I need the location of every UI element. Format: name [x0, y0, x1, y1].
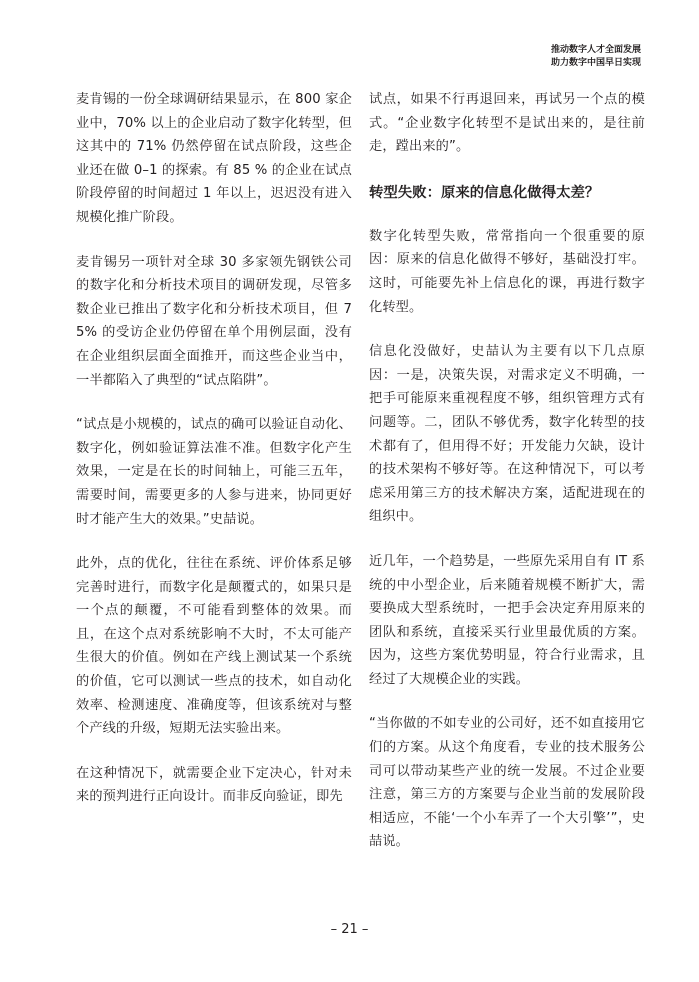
- paragraph-expert-quote: “当你做的不如专业的公司好，还不如直接用它们的方案。从这个角度看，专业的技术服务公司可以带动某些产业的统一发展。不过企业要注意，第三方的方案要与企业当前的发展阶段相适应，不能‘一个小车弄了一个大引擎’”，史喆说。: [369, 716, 645, 850]
- section-heading: 转型失败：原来的信息化做得太差？: [369, 184, 600, 201]
- paragraph-pilot-quote: “试点是小规模的，试点的确可以验证自动化、数字化，例如验证算法准不准。但数字化产生效果，一定是在长的时间轴上，可能三五年，需要时间，需要更多的人参与进来，协同更好时才能产生大的效果。”史喆说。: [76, 417, 352, 527]
- header-line-2: 助力数字中国早日实现: [550, 58, 641, 68]
- paragraph-informatization-causes: 信息化没做好，史喆认为主要有以下几点原因：一是，决策失误，对需求定义不明确，一把手可能原来重视程度不够，组织管理方式有问题等。二，团队不够优秀，数字化转型的技术都有了，但用得不好；开发能力欠缺，设计的技术架构不够好等。在这种情况下，可以考虑采用第三方的技术解决方案，适配进现在的组织中。: [369, 344, 645, 525]
- running-header: [551, 44, 641, 70]
- paragraph-steel-survey: 麦肯锡另一项针对全球 30 多家领先钢铁公司的数字化和分析技术项目的调研发现，尽管多数企业已推出了数字化和分析技术项目，但 75% 的受访企业仍停留在单个用例层面，没有在企业组织层面全面推开，而这些企业当中，一半都陷入了典型的“试点陷阱”。: [76, 254, 352, 388]
- left-column: [76, 88, 352, 830]
- paragraph-point-optimization: 此外，点的优化，往往在系统、评价体系足够完善时进行，而数字化是颠覆式的，如果只是一个点的颠覆，不可能看到整体的效果。而且，在这个点对系统影响不大时，不太可能产生很大的价值。例如在产线上测试某一个系统的价值，它可以测试一些点的技术，如自动化效率、检测速度、准确度等，但该系统对与整个产线的升级，短期无法实验出来。: [76, 556, 352, 737]
- paragraph-failure-reason: 数字化转型失败，常常指向一个很重要的原因：原来的信息化做得不够好，基础没打牢。这时，可能要先补上信息化的课，再进行数字化转型。: [369, 228, 645, 315]
- page-number: – 21 –: [330, 922, 369, 937]
- paragraph-trend: 近几年，一个趋势是，一些原先采用自有 IT 系统的中小型企业，后来随着规模不断扩大，需要换成大型系统时，一把手会决定弃用原来的团队和系统，直接采买行业里最优质的方案。因为，这些方案优势明显，符合行业需求，且经过了大规模企业的实践。: [369, 553, 645, 687]
- paragraph-forward-design: 在这种情况下，就需要企业下定决心，针对未来的预判进行正向设计。而非反向验证，即先: [76, 765, 352, 805]
- right-column: [369, 88, 645, 875]
- paragraph-mckinsey-survey: 麦肯锡的一份全球调研结果显示，在 800 家企业中，70% 以上的企业启动了数字化转型，但这其中的 71% 仍然停留在试点阶段，这些企业还在做 0–1 的探索。有 85 % 的企业在试点阶段停留的时间超过 1 年以上，迟迟没有进入规模化推广阶段。: [76, 92, 352, 225]
- paragraph-continuation: 试点，如果不行再退回来，再试另一个点的模式。“企业数字化转型不是试出来的，是往前走，蹚出来的”。: [369, 92, 645, 155]
- header-line-1: 推动数字人才全面发展: [550, 45, 641, 55]
